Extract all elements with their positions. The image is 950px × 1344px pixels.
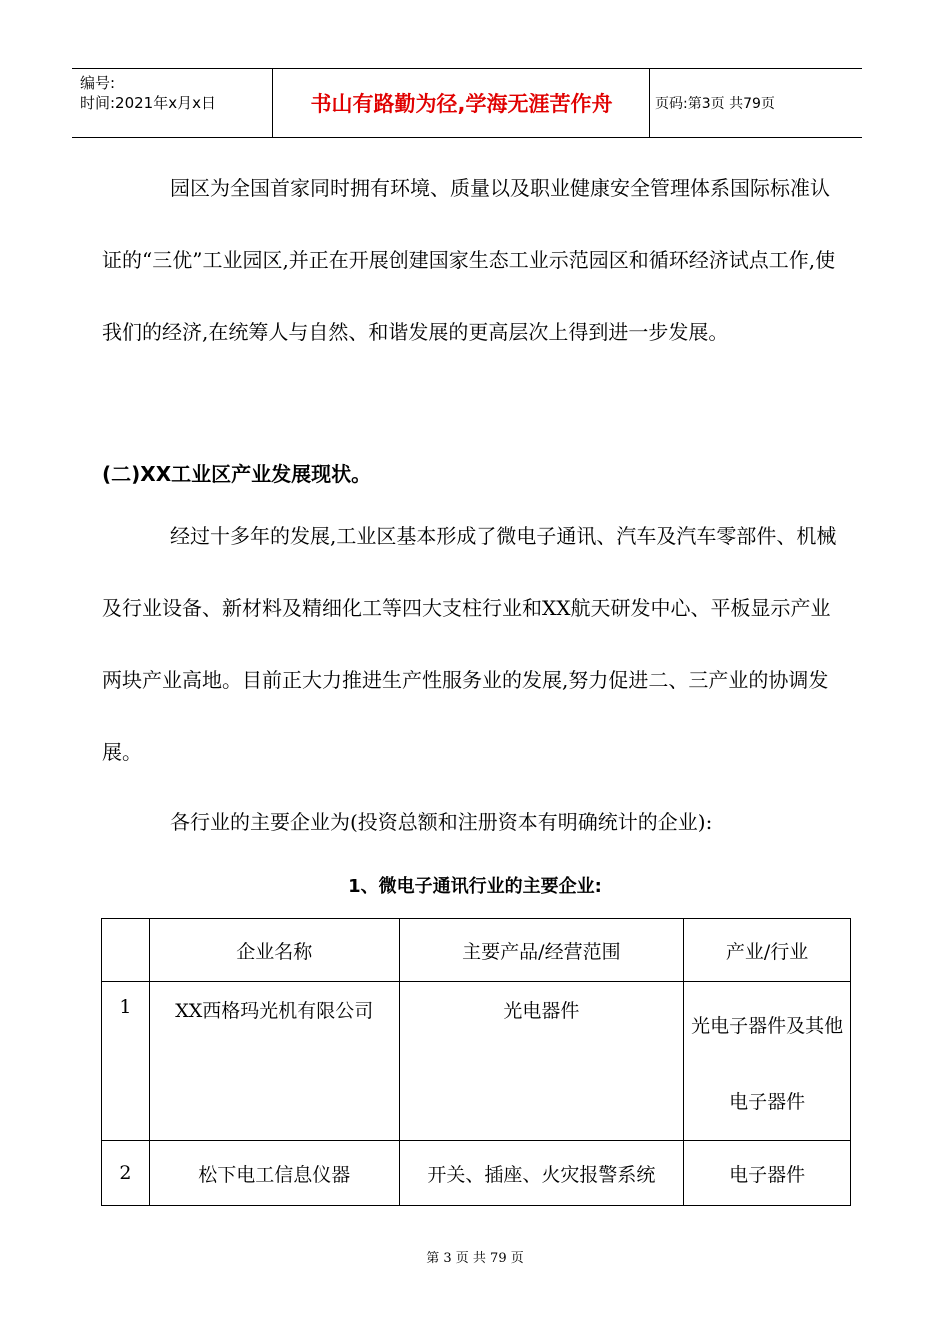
table-row (102, 982, 851, 1141)
header-divider (649, 69, 650, 137)
body-paragraph-2: 经过十多年的发展,工业区基本形成了微电子通讯、汽车及汽车零部件、机械及行业设备、新材料及精细化工等四大支柱行业和XX航天研发中心、平板显示产业两块产业高地。目前正大力推进生产性服务业的发展,努力促进二、三产业的协调发展。 (102, 524, 837, 764)
row-index: 1 (102, 982, 150, 1141)
header-cell-index (102, 919, 150, 982)
page-footer: 第 3 页 共 79 页 (426, 1251, 524, 1266)
row-products: 光电器件 (399, 982, 684, 1141)
header-cell-name: 企业名称 (149, 919, 399, 982)
row-company-name: 松下电工信息仪器 (149, 1141, 399, 1206)
page-header (72, 68, 862, 138)
header-page-number: 页码:第3页 共79页 (655, 96, 775, 112)
body-paragraph-1: 园区为全国首家同时拥有环境、质量以及职业健康安全管理体系国际标准认证的“三优”工业园区,并正在开展创建国家生态工业示范园区和循环经济试点工作,使我们的经济,在统筹人与自然、和谐发展的更高层次上得到进一步发展。 (102, 176, 836, 344)
header-number: 编号: (80, 74, 116, 92)
row-index: 2 (102, 1141, 150, 1206)
header-meta (80, 73, 216, 113)
row-industry: 电子器件 (684, 1141, 851, 1206)
body-paragraph-3: 各行业的主要企业为(投资总额和注册资本有明确统计的企业): (170, 810, 713, 834)
table-title: 1、微电子通讯行业的主要企业: (348, 876, 602, 897)
header-motto: 书山有路勤为径,学海无涯苦作舟 (310, 92, 613, 116)
row-industry: 光电子器件及其他电子器件 (684, 982, 851, 1141)
enterprise-table (101, 918, 851, 1206)
table-row (102, 1141, 851, 1206)
row-products: 开关、插座、火灾报警系统 (399, 1141, 684, 1206)
section-heading: (二)XX工业区产业发展现状。 (102, 462, 372, 486)
table-header-row (102, 919, 851, 982)
header-cell-products: 主要产品/经营范围 (399, 919, 684, 982)
header-divider (272, 69, 273, 137)
header-cell-industry: 产业/行业 (684, 919, 851, 982)
header-date: 时间:2021年x月x日 (80, 94, 216, 112)
row-company-name: XX西格玛光机有限公司 (149, 982, 399, 1141)
